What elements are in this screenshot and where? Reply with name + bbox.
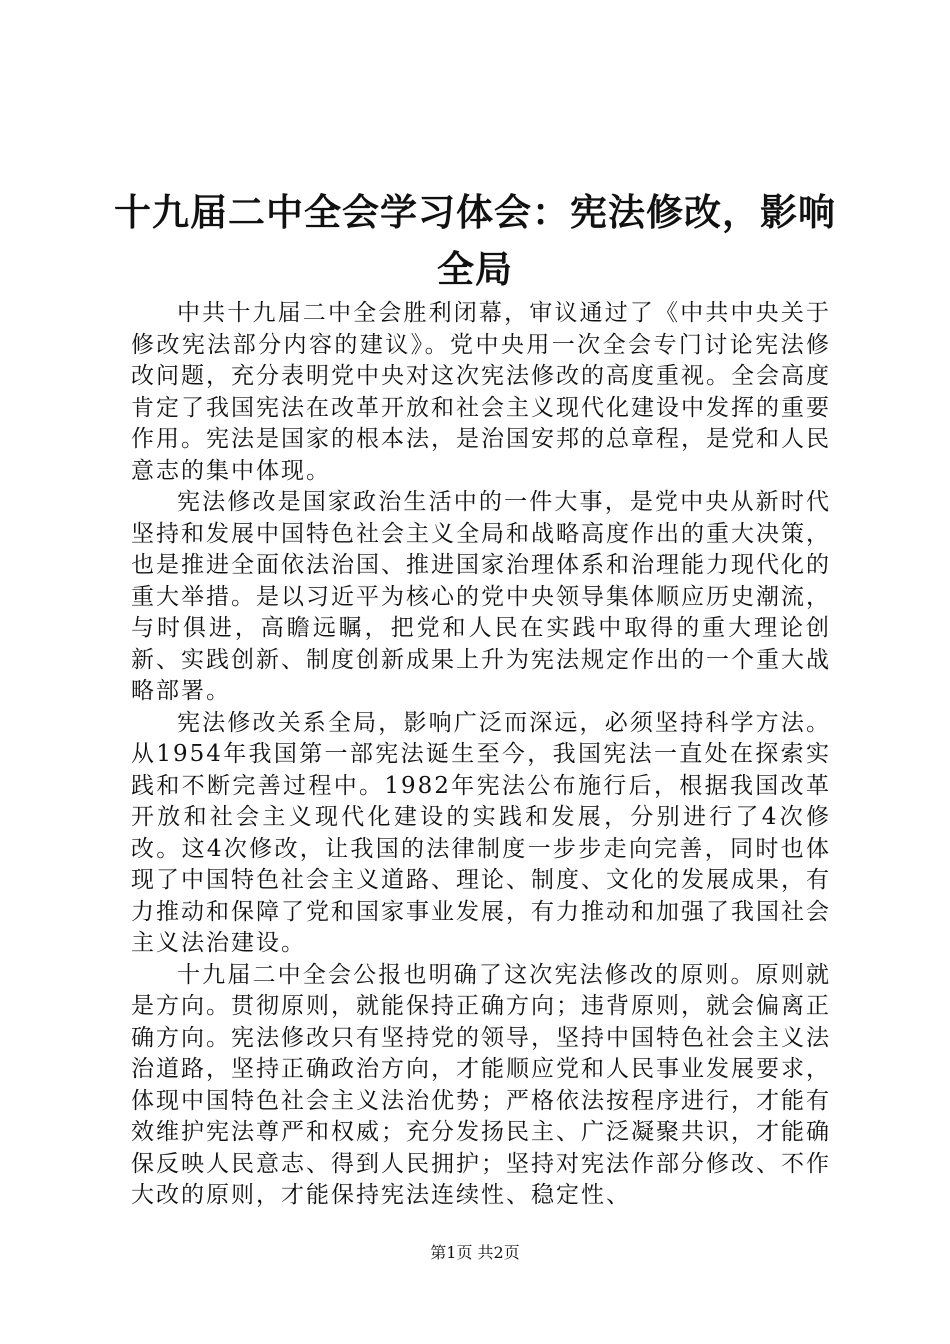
document-body xyxy=(131,298,831,1212)
page-footer: 第1页 共2页 xyxy=(430,1243,520,1262)
document-title: 十九届二中全会学习体会：宪法修改，影响全局 xyxy=(114,191,836,291)
paragraph-4: 十九届二中全会公报也明确了这次宪法修改的原则。原则就是方向。贯彻原则，就能保持正确方向；违背原则，就会偏离正确方向。宪法修改只有坚持党的领导，坚持中国特色社会主义法治道路，坚持正确政治方向，才能顺应党和人民事业发展要求，体现中国特色社会主义法治优势；严格依法按程序进行，才能有效维护宪法尊严和权威；充分发扬民主、广泛凝聚共识，才能确保反映人民意志、得到人民拥护；坚持对宪法作部分修改、不作大改的原则，才能保持宪法连续性、稳定性、 xyxy=(131,961,831,1208)
paragraph-2: 宪法修改是国家政治生活中的一件大事，是党中央从新时代坚持和发展中国特色社会主义全局和战略高度作出的重大决策，也是推进全面依法治国、推进国家治理体系和治理能力现代化的重大举措。是以习近平为核心的党中央领导集体顺应历史潮流，与时俱进，高瞻远瞩，把党和人民在实践中取得的重大理论创新、实践创新、制度创新成果上升为宪法规定作出的一个重大战略部署。 xyxy=(131,489,831,704)
paragraph-3: 宪法修改关系全局，影响广泛而深远，必须坚持科学方法。从1954年我国第一部宪法诞生至今，我国宪法一直处在探索实践和不断完善过程中。1982年宪法公布施行后，根据我国改革开放和社会主义现代化建设的实践和发展，分别进行了4次修改。这4次修改，让我国的法律制度一步步走向完善，同时也体现了中国特色社会主义道路、理论、制度、文化的发展成果，有力推动和保障了党和国家事业发展，有力推动和加强了我国社会主义法治建设。 xyxy=(131,709,831,956)
paragraph-1: 中共十九届二中全会胜利闭幕，审议通过了《中共中央关于修改宪法部分内容的建议》。党中央用一次全会专门讨论宪法修改问题，充分表明党中央对这次宪法修改的高度重视。全会高度肯定了我国宪法在改革开放和社会主义现代化建设中发挥的重要作用。宪法是国家的根本法，是治国安邦的总章程，是党和人民意志的集中体现。 xyxy=(131,300,831,484)
